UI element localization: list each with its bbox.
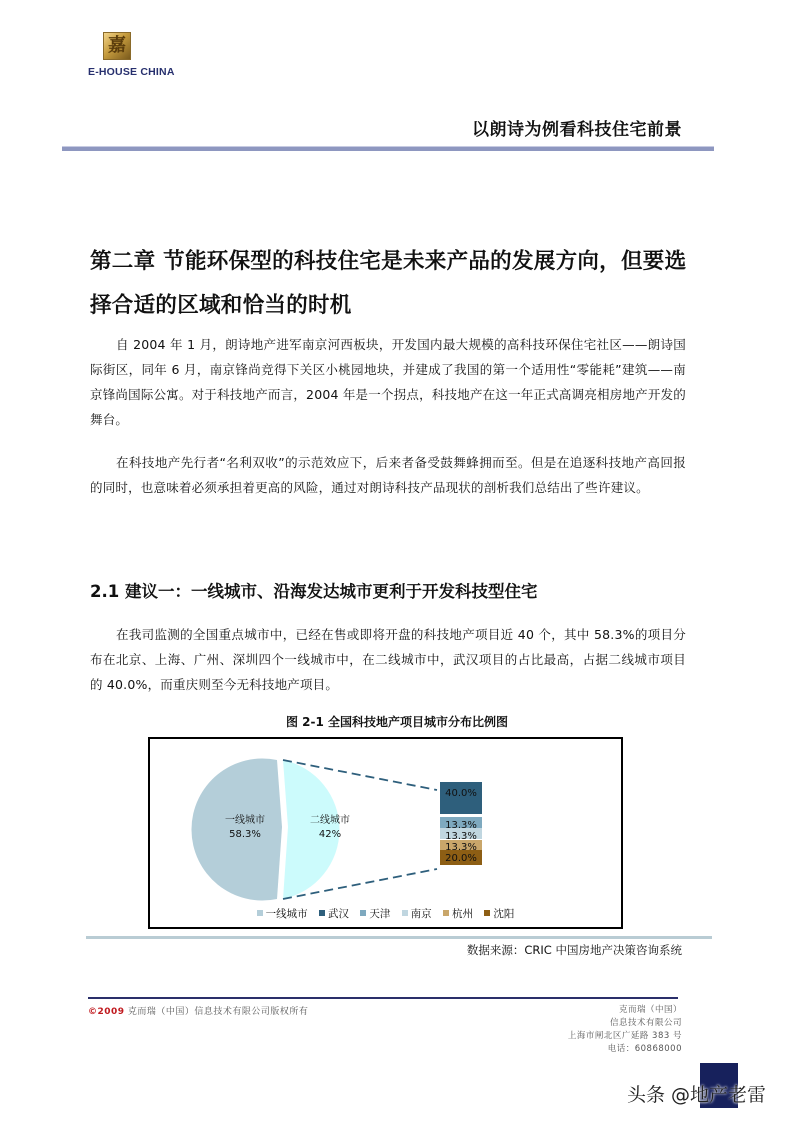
bar-label-hangzhou: 13.3% [445,842,477,853]
company-logo [88,30,173,80]
chapter-title: 第二章 节能环保型的科技住宅是未来产品的发展方向，但要选择合适的区域和恰当的时机 [90,249,687,318]
body-paragraph-2: 在科技地产先行者“名利双收”的示范效应下，后来者备受鼓舞蜂拥而至。但是在追逐科技地产高回报的同时，也意味着必须承担着更高的风险，通过对朗诗科技产品现状的剖析我们总结出了些许建议。 [90,455,686,495]
legend-item-tianjin: 天津 [360,906,390,921]
legend-swatch-icon [484,910,490,916]
footer-divider [88,997,678,999]
figure-caption: 图 2-1 全国科技地产项目城市分布比例图 [285,715,509,729]
header-divider [62,146,714,151]
running-header-title: 以朗诗为例看科技住宅前景 [472,120,682,140]
bar-label-shenyang: 20.0% [445,853,477,864]
legend-swatch-icon [360,910,366,916]
chart-legend [150,906,621,921]
company-address [568,1004,682,1056]
address-line: 信息技术有限公司 [609,1018,682,1028]
logo-text: E-HOUSE CHINA [88,66,175,78]
legend-item-nanjing: 南京 [402,906,432,921]
legend-item-tier1: 一线城市 [257,906,308,921]
legend-item-wuhan: 武汉 [319,906,349,921]
pie-label-tier1-value: 58.3% [229,829,261,840]
bar-label-nanjing: 13.3% [445,831,477,842]
watermark: 头条 @地产老雷 [627,1084,767,1106]
legend-swatch-icon [257,910,263,916]
logo-mark-icon: 嘉 [103,32,131,60]
legend-swatch-icon [443,910,449,916]
section-title: 2.1 建议一：一线城市、沿海发达城市更利于开发科技型住宅 [90,582,538,601]
bar-label-wuhan: 40.0% [445,788,477,799]
chart-canvas [150,739,621,927]
legend-item-shenyang: 沈阳 [484,906,514,921]
copyright-notice [88,1004,308,1017]
legend-swatch-icon [319,910,325,916]
pie-label-tier2-name: 二线城市 [310,815,350,826]
legend-item-hangzhou: 杭州 [443,906,473,921]
bar-label-tianjin: 13.3% [445,820,477,831]
copyright-icon: © [88,1007,98,1017]
pie-label-tier1-name: 一线城市 [225,815,265,826]
legend-swatch-icon [402,910,408,916]
copyright-text: 克而瑞（中国）信息技术有限公司版权所有 [124,1007,309,1017]
address-line: 电话：60868000 [607,1044,682,1054]
address-line: 上海市闸北区广延路 383 号 [567,1031,682,1041]
source-divider [86,936,712,939]
section-paragraph: 在我司监测的全国重点城市中，已经在售或即将开盘的科技地产项目近 40 个，其中 58.3%的项目分布在北京、上海、广州、深圳四个一线城市中，在二线城市中，武汉项目的占比最高，占据二线城市项目的 40.0%，而重庆则至今无科技地产项目。 [90,627,686,692]
copyright-year: 2009 [97,1007,125,1017]
pie-of-bar-chart [148,737,623,929]
address-line: 克而瑞（中国） [618,1005,682,1015]
body-paragraph-1: 自 2004 年 1 月，朗诗地产进军南京河西板块，开发国内最大规模的高科技环保住宅社区——朗诗国际街区，同年 6 月，南京锋尚竞得下关区小桃园地块，并建成了我国的第一个适用性“零能耗”建筑——南京锋尚国际公寓。对于科技地产而言，2004 年是一个拐点，科技地产在这一年正式高调亮相房地产开发的舞台。 [90,337,686,427]
pie-label-tier2-value: 42% [318,829,342,840]
data-source: 数据来源：CRIC 中国房地产决策咨询系统 [466,943,682,957]
